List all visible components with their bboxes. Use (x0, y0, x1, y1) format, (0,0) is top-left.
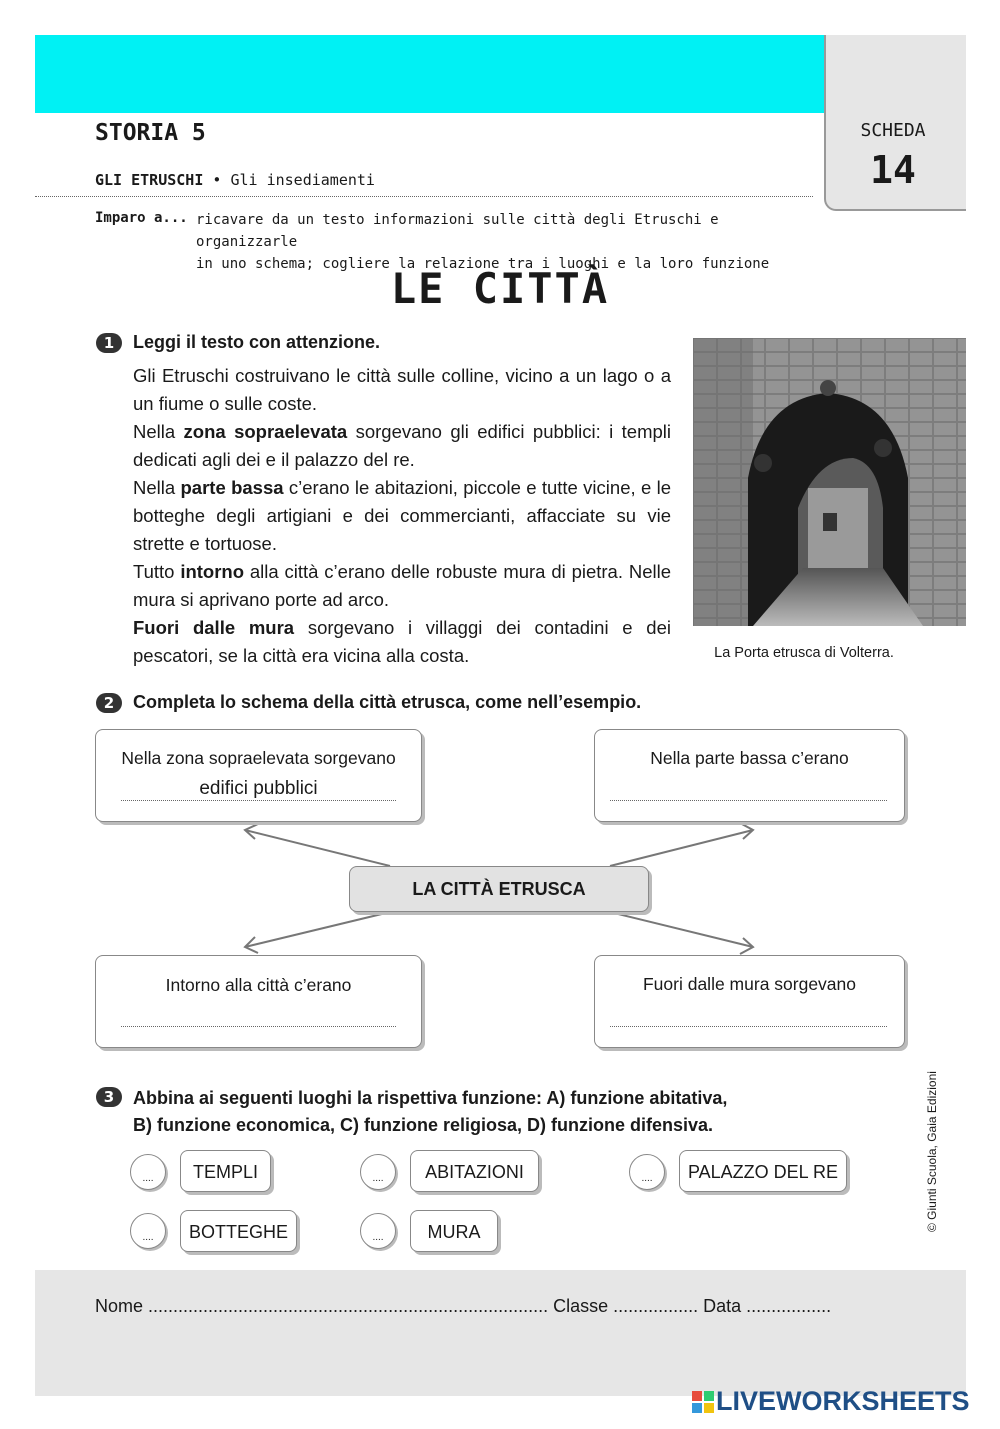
brand-name: LIVEWORKSHEETS (716, 1386, 970, 1416)
answer-circle-palazzo[interactable]: .... (629, 1154, 665, 1190)
schema-box-upper-zone (95, 729, 422, 822)
topic-line: GLI ETRUSCHI • Gli insediamenti (95, 171, 375, 189)
answer-input-lower-part[interactable] (610, 800, 887, 801)
text: c’erano le abitazioni, piccole e tutte vicine, e le botteghe degli artigiani e dei commercianti, affacciate su vie strette e tortuose. (133, 477, 671, 554)
learn-line-1: ricavare da un testo informazioni sulle città degli Etruschi e organizzarle (196, 212, 719, 250)
place-abitazioni: ABITAZIONI (410, 1150, 539, 1192)
photo-etruscan-gate (693, 338, 966, 626)
answer-line[interactable] (121, 800, 396, 801)
box-label: Nella zona sopraelevata sorgevano (121, 748, 396, 768)
exercise-3-instruction (133, 1085, 727, 1139)
answer-circle-templi[interactable]: .... (130, 1154, 166, 1190)
liveworksheets-logo-icon (692, 1391, 714, 1413)
paragraph-2 (133, 418, 671, 474)
course-title: STORIA 5 (95, 120, 206, 146)
keyword: intorno (180, 561, 245, 582)
page-title: LE CITTÀ (390, 264, 610, 313)
answer-circle-abitazioni[interactable]: .... (360, 1154, 396, 1190)
box-label: Fuori dalle mura sorgevano (642, 974, 857, 994)
learn-label: Imparo a... (95, 210, 188, 226)
learn-line-2: in uno schema; cogliere la relazione tra i luoghi e la loro funzione (196, 256, 770, 272)
exercise-1-number: 1 (96, 333, 122, 353)
answer-circle-mura[interactable]: .... (360, 1213, 396, 1249)
place-templi: TEMPLI (180, 1150, 271, 1192)
exercise-3-number: 3 (96, 1087, 122, 1107)
exercise-2-number: 2 (96, 693, 122, 713)
exercise-1-instruction: Leggi il testo con attenzione. (133, 332, 381, 352)
divider (35, 196, 813, 197)
paragraph-3 (133, 474, 671, 558)
schema-box-lower-part (594, 729, 905, 822)
instruction-line-1: Abbina ai seguenti luoghi la rispettiva funzione: A) funzione abitativa, (133, 1088, 728, 1108)
paragraph-1: Gli Etruschi costruivano le città sulle colline, vicino a un lago o a un fiume o sulle coste. (133, 365, 671, 414)
sheet-number: 14 (870, 148, 916, 192)
place-botteghe: BOTTEGHE (180, 1210, 297, 1252)
answer-input-around[interactable] (121, 1026, 396, 1027)
keyword: parte bassa (180, 477, 284, 498)
photo-caption: La Porta etrusca di Volterra. (714, 645, 894, 661)
schema-box-around (95, 955, 422, 1048)
instruction-line-2: B) funzione economica, C) funzione religiosa, D) funzione difensiva. (133, 1115, 714, 1135)
exercise-2-instruction: Completa lo schema della città etrusca, come nell’esempio. (133, 692, 642, 712)
topic: GLI ETRUSCHI (95, 171, 204, 189)
subtopic: Gli insediamenti (230, 171, 375, 189)
place-mura: MURA (410, 1210, 498, 1252)
schema-box-outside-walls (594, 955, 905, 1048)
text: Nella (133, 421, 184, 442)
name-class-date-line: Nome ................................................................................ Classe ................. Data ................. (95, 1296, 832, 1316)
text: sorgevano i villaggi dei contadini e dei pescatori, se la città era vicina alla costa. (133, 617, 671, 666)
text: Tutto (133, 561, 181, 582)
place-palazzo-del-re: PALAZZO DEL RE (679, 1150, 847, 1192)
answer-input-outside-walls[interactable] (610, 1026, 887, 1027)
box-label: Intorno alla città c’erano (165, 975, 352, 995)
header-banner (35, 35, 824, 113)
keyword: zona sopraelevata (183, 421, 348, 442)
answer-circle-botteghe[interactable]: .... (130, 1213, 166, 1249)
text: Nella (133, 477, 181, 498)
text: alla città c’erano delle robuste mura di pietra. Nelle mura si aprivano porte ad arco. (133, 561, 671, 610)
copyright: © Giunti Scuola, Gaia Edizioni (925, 1071, 939, 1232)
schema-center: LA CITTÀ ETRUSCA (349, 866, 649, 912)
keyword: Fuori dalle mura (133, 617, 295, 638)
text: sorgevano gli edifici pubblici: i templi dedicati agli dei e il palazzo del re. (133, 421, 672, 470)
reading-text (133, 362, 671, 670)
sheet-label: SCHEDA (860, 120, 926, 141)
box-label: Nella parte bassa c’erano (650, 748, 849, 768)
footer-panel (35, 1270, 966, 1396)
example-answer: edifici pubblici (199, 778, 318, 799)
paragraph-4 (133, 558, 671, 614)
paragraph-5 (133, 614, 671, 670)
